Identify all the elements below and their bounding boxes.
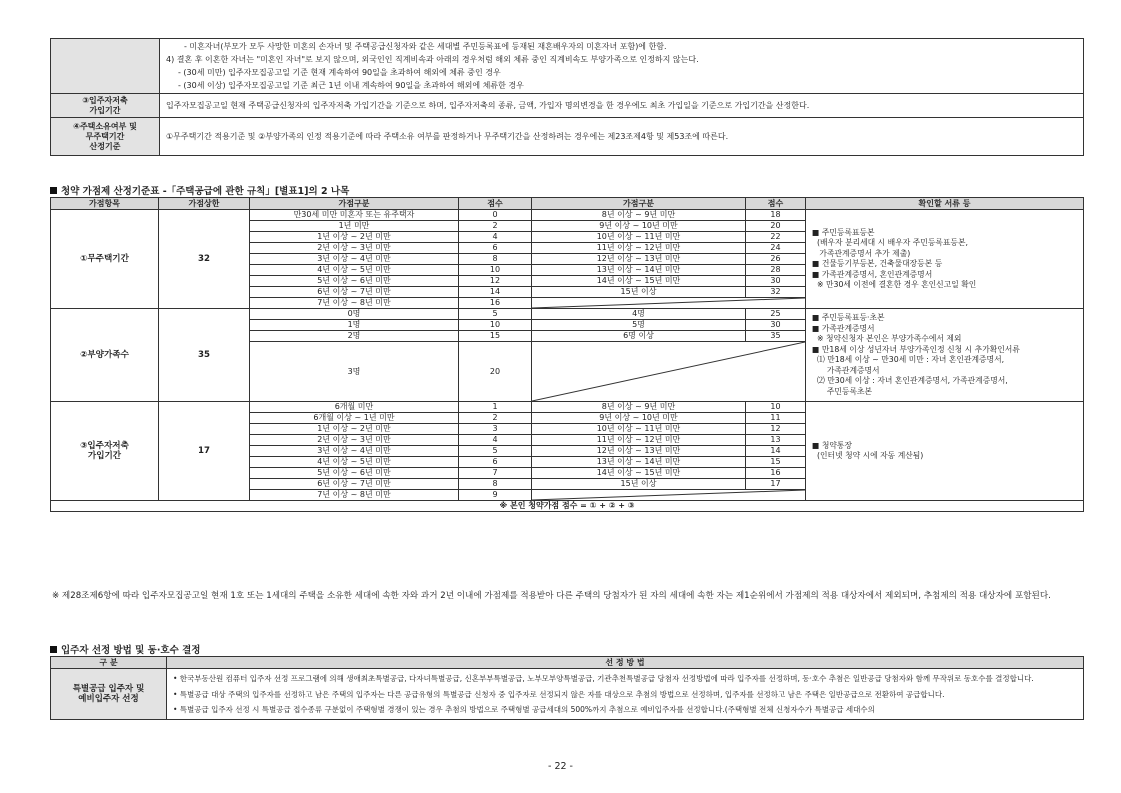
score-points-right: 14 [746,446,806,457]
score-points-left: 2 [459,221,532,232]
score-points-left: 14 [459,287,532,298]
square-bullet-icon [50,646,57,653]
top-line: - 미혼자녀(부모가 모두 사망한 미혼의 손자녀 및 주택공급신청자와 같은 세대별 주민등록표에 등재된 재혼배우자의 미혼자녀 포함)에 한함. [184,42,667,51]
header-max: 가점상한 [159,198,250,210]
top-row1-text [160,39,1084,94]
score-category-right: 4명 [532,309,746,320]
document-line: ■ 가족관계증명서 [812,323,875,333]
score-points-right: 26 [746,254,806,265]
score-points-left: 6 [459,243,532,254]
score-points-left: 8 [459,479,532,490]
diagonal-stroke [532,490,805,500]
score-points-right: 22 [746,232,806,243]
score-row [51,210,1084,221]
header-item: 가점항목 [51,198,159,210]
score-row [51,402,1084,413]
score-points-left: 3 [459,424,532,435]
score-points-right: 20 [746,221,806,232]
required-documents [806,402,1084,501]
score-category-left: 2년 이상 ~ 3년 미만 [250,435,459,446]
header-documents: 확인할 서류 등 [806,198,1084,210]
score-category-left: 0명 [250,309,459,320]
score-row [51,309,1084,320]
score-category-left: 만30세 미만 미혼자 또는 유주택자 [250,210,459,221]
header-division: 구 분 [51,657,167,669]
score-points-right: 13 [746,435,806,446]
document-line: 주민등록초본 [812,386,873,396]
score-category-right: 14년 이상 ~ 15년 미만 [532,276,746,287]
score-points-left: 10 [459,320,532,331]
score-category-right: 15년 이상 [532,479,746,490]
document-line: 가족관계증명서 [812,365,880,375]
score-category-right: 8년 이상 ~ 9년 미만 [532,210,746,221]
top-table [50,38,1084,156]
document-line: ※ 청약신청자 본인은 부양가족수에서 제외 [812,334,962,343]
score-category-right: 10년 이상 ~ 11년 미만 [532,424,746,435]
page-number: - 22 - [548,761,573,772]
header-category: 가점구분 [250,198,459,210]
score-category-left: 3년 이상 ~ 4년 미만 [250,254,459,265]
score-points-left: 5 [459,446,532,457]
score-category-left: 1년 이상 ~ 2년 미만 [250,424,459,435]
score-points-left: 10 [459,265,532,276]
score-item-label: ②부양가족수 [51,309,159,402]
selection-table [50,656,1084,720]
score-category-left: 1년 이상 ~ 2년 미만 [250,232,459,243]
score-points-left: 4 [459,435,532,446]
document-line: (배우자 분리세대 시 배우자 주민등록표등본, [812,238,968,247]
score-category-right: 15년 이상 [532,287,746,298]
header-method: 선 정 방 법 [167,657,1084,669]
score-points-left: 6 [459,457,532,468]
score-points-left: 5 [459,309,532,320]
score-points-right: 30 [746,276,806,287]
special-supply-label: 특별공급 입주자 및 예비입주자 선정 [51,669,167,720]
document-line: ■ 건물등기부등본, 건축물대장등본 등 [812,259,943,268]
score-category-right: 12년 이상 ~ 13년 미만 [532,254,746,265]
score-points-right: 15 [746,457,806,468]
score-points-left: 12 [459,276,532,287]
diagonal-line [532,490,805,500]
score-points-left: 2 [459,413,532,424]
score-category-left: 3년 이상 ~ 4년 미만 [250,446,459,457]
savings-period-label: ③입주자저축 가입기간 [51,94,160,118]
diagonal-line [532,342,805,401]
score-category-left: 1년 미만 [250,221,459,232]
score-category-left: 6개월 미만 [250,402,459,413]
score-category-left: 6개월 이상 ~ 1년 미만 [250,413,459,424]
document-line: (인터넷 청약 시에 자동 계산됨) [812,451,924,460]
score-category-left: 3명 [250,342,459,402]
score-category-right: 10년 이상 ~ 11년 미만 [532,232,746,243]
score-category-left: 4년 이상 ~ 5년 미만 [250,457,459,468]
score-category-left: 2년 이상 ~ 3년 미만 [250,243,459,254]
score-item-label: ③입주자저축 가입기간 [51,402,159,501]
score-points-right: 25 [746,309,806,320]
selection-bullet: • 특별공급 대상 주택의 입주자를 선정하고 남은 주택의 입주자는 다른 공급유형의 특별공급 신청자 중 입주자로 선정되지 않은 자를 대상으로 추첨의 방법으로 선정하며, 입주자를 선정하고 남은 주택은 일반공급으로 전환하여 공급합니다. [173,689,945,699]
score-points-left: 9 [459,490,532,501]
header-score: 점수 [746,198,806,210]
score-max: 17 [159,402,250,501]
score-points-left: 4 [459,232,532,243]
top-line: 4) 결혼 후 이혼한 자녀는 "미혼인 자녀"로 보지 않으며, 외국인인 직계비속과 아래의 경우처럼 해외 체류 중인 직계비속도 부양가족으로 인정하지 않는다. [166,55,699,64]
square-bullet-icon [50,187,57,194]
score-category-left: 7년 이상 ~ 8년 미만 [250,490,459,501]
score-points-left: 15 [459,331,532,342]
savings-period-text: 입주자모집공고일 현재 주택공급신청자의 입주자저축 가입기간을 기준으로 하며, 입주자저축의 종류, 금액, 가입자 명의변경을 한 경우에도 최초 가입일을 기준으로 가입기간을 산정한다. [160,94,1084,118]
score-category-right: 5명 [532,320,746,331]
score-max: 32 [159,210,250,309]
score-category-left: 4년 이상 ~ 5년 미만 [250,265,459,276]
selection-method-text [167,669,1084,720]
score-table [50,197,1084,512]
empty-diagonal-cell [532,342,806,402]
top-line: - (30세 이상) 입주자모집공고일 기준 최근 1년 이내 계속하여 90일을 초과하여 해외에 체류한 경우 [178,81,524,90]
score-points-right: 24 [746,243,806,254]
document-line: ■ 청약통장 [812,440,852,450]
score-points-left: 16 [459,298,532,309]
score-points-right: 35 [746,331,806,342]
score-points-right: 11 [746,413,806,424]
score-category-right: 14년 이상 ~ 15년 미만 [532,468,746,479]
required-documents [806,309,1084,402]
empty-diagonal-cell [532,490,806,501]
document-line: ■ 가족관계증명서, 혼인관계증명서 [812,269,933,279]
score-category-left: 1명 [250,320,459,331]
score-points-right: 10 [746,402,806,413]
housing-ownership-text: ①무주택기간 적용기준 및 ②부양가족의 인정 적용기준에 따라 주택소유 여부를 판정하거나 무주택기간을 산정하려는 경우에는 제23조제4항 및 제53조에 따른다. [160,118,1084,156]
diagonal-line [532,298,805,308]
section-title-selection [50,642,200,656]
score-max: 35 [159,309,250,402]
score-points-right: 30 [746,320,806,331]
selection-bullet: • 한국부동산원 컴퓨터 입주자 선정 프로그램에 의해 생애최초특별공급, 다자녀특별공급, 신혼부부특별공급, 노부모부양특별공급, 기관추천특별공급 당첨자 선정방법에 따라 입주자를 선정하며, 동·호수 추첨은 일반공급 당첨자와 함께 무작위로 동호수를 결정합니다. [173,674,1034,683]
document-line: ※ 만30세 이전에 결혼한 경우 혼인신고일 확인 [812,280,977,289]
score-points-right: 17 [746,479,806,490]
score-category-left: 5년 이상 ~ 6년 미만 [250,276,459,287]
score-category-right: 13년 이상 ~ 14년 미만 [532,457,746,468]
score-category-right: 13년 이상 ~ 14년 미만 [532,265,746,276]
score-points-left: 8 [459,254,532,265]
score-points-left: 7 [459,468,532,479]
document-line: 가족관계증명서 추가 제출) [812,248,911,258]
score-category-left: 2명 [250,331,459,342]
diagonal-stroke [532,342,805,401]
selection-bullet: • 특별공급 입주자 선정 시 특별공급 접수종류 구분없이 주택형별 경쟁이 있는 경우 추첨의 방법으로 주택형별 공급세대의 500%까지 추첨으로 예비입주자를 선정합니다.(주택형별 전체 신청자수가 특별공급 세대수의 [173,705,875,714]
score-category-left: 7년 이상 ~ 8년 미만 [250,298,459,309]
score-category-right: 11년 이상 ~ 12년 미만 [532,243,746,254]
empty-diagonal-cell [532,298,806,309]
total-score-row: ※ 본인 청약가점 점수 = ① + ② + ③ [51,501,1084,512]
score-points-right: 18 [746,210,806,221]
score-points-right: 28 [746,265,806,276]
score-points-left: 20 [459,342,532,402]
top-line: - (30세 미만) 입주자모집공고일 기준 현재 계속하여 90일을 초과하여 해외에 체류 중인 경우 [178,68,501,77]
section-title-score [50,183,349,197]
score-item-label: ①무주택기간 [51,210,159,309]
document-line: ⑴ 만18세 이상 ~ 만30세 미만 : 자녀 혼인관계증명서, [812,355,1005,364]
diagonal-stroke [532,298,805,308]
score-category-right: 8년 이상 ~ 9년 미만 [532,402,746,413]
score-category-left: 6년 이상 ~ 7년 미만 [250,287,459,298]
score-points-left: 1 [459,402,532,413]
section-title-text: 입주자 선정 방법 및 동·호수 결정 [61,645,201,656]
exclusion-note-text: ※ 제28조제6항에 따라 입주자모집공고일 현재 1호 또는 1세대의 주택을 소유한 세대에 속한 자와 과거 2년 이내에 가점제를 적용받아 다른 주택의 당첨자가 된 자의 세대에 속한 자는 제1순위에서 가점제의 적용 대상자에서 제외되며, 추첨제의 적용 대상자에 포함된다. [52,591,1051,601]
score-category-right: 6명 이상 [532,331,746,342]
score-category-left: 5년 이상 ~ 6년 미만 [250,468,459,479]
score-points-left: 0 [459,210,532,221]
document-line: ⑵ 만30세 이상 : 자녀 혼인관계증명서, 가족관계증명서, [812,376,1008,385]
score-category-left: 6년 이상 ~ 7년 미만 [250,479,459,490]
exclusion-note [52,589,1097,604]
document-line: ■ 주민등록표등본 [812,227,875,237]
score-points-right: 12 [746,424,806,435]
score-category-right: 9년 이상 ~ 10년 미만 [532,221,746,232]
required-documents [806,210,1084,309]
score-category-right: 9년 이상 ~ 10년 미만 [532,413,746,424]
document-line: ■ 만18세 이상 성년자녀 부양가족인정 신청 시 추가확인서류 [812,344,1020,354]
score-category-right: 11년 이상 ~ 12년 미만 [532,435,746,446]
top-row1-label [51,39,160,94]
header-score: 점수 [459,198,532,210]
header-category: 가점구분 [532,198,746,210]
score-points-right: 32 [746,287,806,298]
housing-ownership-label: ④주택소유여부 및 무주택기간 산정기준 [51,118,160,156]
document-line: ■ 주민등록표등·초본 [812,313,885,322]
section-title-text: 청약 가점제 산정기준표 -「주택공급에 관한 규칙」[별표1]의 2 나목 [61,186,350,197]
score-category-right: 12년 이상 ~ 13년 미만 [532,446,746,457]
score-points-right: 16 [746,468,806,479]
